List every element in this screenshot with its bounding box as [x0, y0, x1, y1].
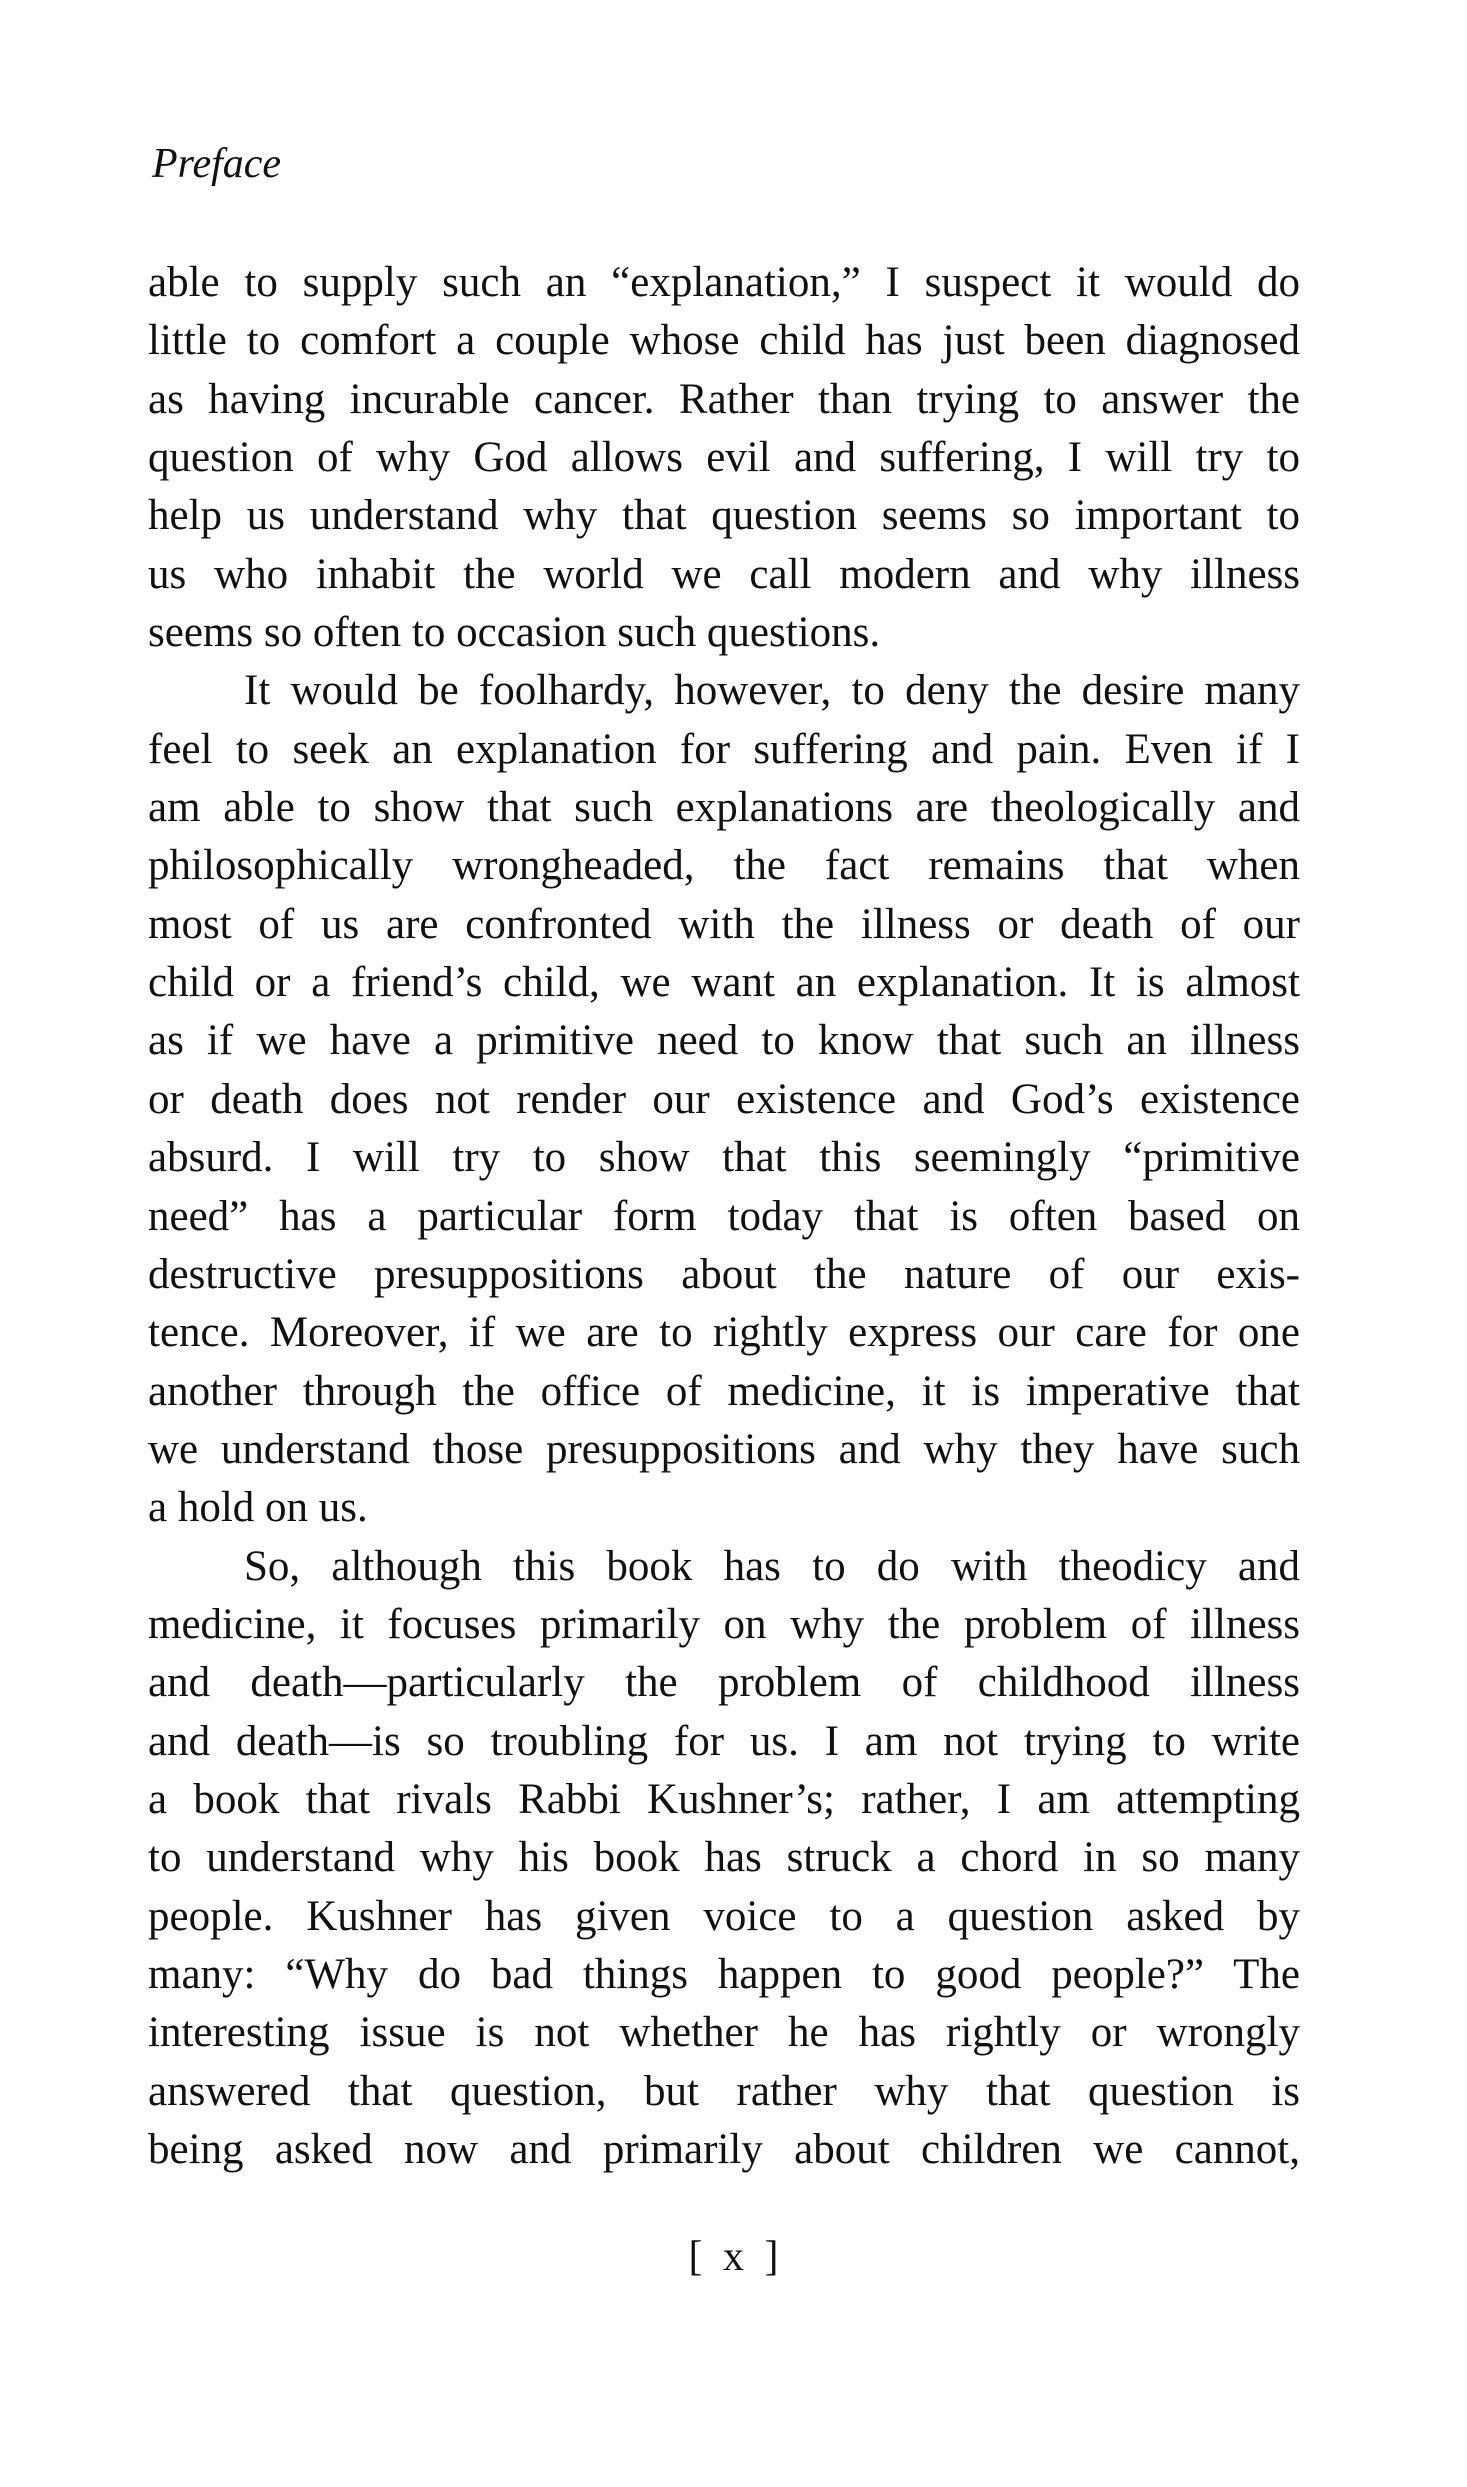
text-line: we understand those presuppositions and why they have such [148, 1425, 1300, 1473]
text-line: to understand why his book has struck a chord in so many [148, 1834, 1300, 1882]
text-line: seems so often to occasion such questions. [148, 609, 881, 657]
text-line: and death—particularly the problem of childhood illness [148, 1659, 1300, 1707]
text-line: absurd. I will try to show that this seemingly “primitive [148, 1134, 1300, 1182]
text-line: feel to seek an explanation for suffering and pain. Even if I [148, 725, 1300, 773]
running-head: Preface [152, 141, 282, 187]
text-line: interesting issue is not whether he has rightly or wrongly [148, 2009, 1300, 2057]
text-line: another through the office of medicine, it is imperative that [148, 1367, 1300, 1415]
page-number: [ x ] [688, 2234, 779, 2280]
paragraph-first-line: It would be foolhardy, however, to deny the desire many [244, 667, 1300, 715]
text-line: as having incurable cancer. Rather than trying to answer the [148, 375, 1300, 423]
text-line: philosophically wrongheaded, the fact remains that when [148, 842, 1300, 890]
text-line: or death does not render our existence and God’s existence [148, 1075, 1300, 1123]
text-line: child or a friend’s child, we want an explanation. It is almost [148, 959, 1300, 1007]
text-line: people. Kushner has given voice to a question asked by [148, 1892, 1300, 1940]
paragraph-first-line: So, although this book has to do with theodicy and [244, 1542, 1300, 1590]
text-line: many: “Why do bad things happen to good people?” The [148, 1950, 1300, 1998]
text-line: help us understand why that question seems so important to [148, 492, 1300, 540]
text-line: as if we have a primitive need to know that such an illness [148, 1017, 1300, 1065]
text-line: little to comfort a couple whose child has just been diagnosed [148, 317, 1300, 365]
text-line: a hold on us. [148, 1484, 368, 1532]
text-line: a book that rivals Rabbi Kushner’s; rather, I am attempting [148, 1775, 1300, 1823]
text-line: being asked now and primarily about children we cannot, [148, 2126, 1300, 2173]
text-line: need” has a particular form today that is often based on [148, 1192, 1300, 1240]
text-line: am able to show that such explanations are theologically and [148, 784, 1300, 832]
text-line: most of us are confronted with the illness or death of our [148, 900, 1300, 948]
text-line: tence. Moreover, if we are to rightly express our care for one [148, 1309, 1300, 1357]
text-line: medicine, it focuses primarily on why the problem of illness [148, 1600, 1300, 1648]
text-line: destructive presuppositions about the nature of our exis- [148, 1250, 1300, 1298]
text-line: answered that question, but rather why that question is [148, 2067, 1300, 2115]
text-line: question of why God allows evil and suffering, I will try to [148, 434, 1300, 482]
body-text [148, 254, 1300, 2179]
text-line: able to supply such an “explanation,” I suspect it would do [148, 259, 1300, 306]
text-line: and death—is so troubling for us. I am not trying to write [148, 1717, 1300, 1765]
text-line: us who inhabit the world we call modern and why illness [148, 550, 1300, 598]
